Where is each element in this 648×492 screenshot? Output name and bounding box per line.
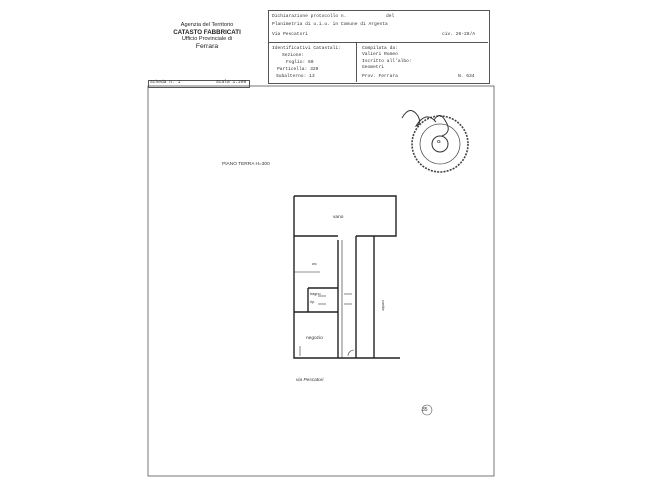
header-row3-left: Via Pescatori <box>272 32 308 37</box>
header-row3-right: civ. 26-28/A <box>442 32 476 37</box>
compiler: Valieri Romeo <box>362 52 398 57</box>
compilata: Compilata da: <box>362 46 398 51</box>
header-row1-left: Dichiarazione protocollo n. <box>272 14 347 19</box>
room-mid3: rip. <box>310 300 316 304</box>
street-label: via Pescatori <box>296 378 324 383</box>
page-number: 35 <box>422 407 428 413</box>
official-stamp-icon <box>402 110 468 172</box>
header-row2: Planimetria di u.i.u. in Comune di Argenta <box>272 22 388 27</box>
agency-line4: Ferrara <box>195 43 219 50</box>
subalterno: Subalterno: 13 <box>276 74 315 79</box>
scheda-scala: Scala 1:200 <box>216 80 247 85</box>
floor-title: PIANO TERRA H=300 <box>222 162 270 167</box>
particella: Particella: 320 <box>277 67 319 72</box>
header-row1-right: del <box>386 14 395 19</box>
room-top: vano <box>333 215 344 220</box>
agency-line1: Agenzia del Territorio <box>180 22 234 28</box>
room-mid2: bagno <box>310 292 321 296</box>
albo: Geometri <box>362 65 385 70</box>
room-mid1: wc <box>312 262 317 266</box>
numero: N. 634 <box>458 74 475 79</box>
foglio: Foglio: 60 <box>286 60 314 65</box>
iscritto: Iscritto all'albo: <box>362 59 412 64</box>
agency-line2: CATASTO FABBRICATI <box>173 29 241 36</box>
side-label: cortile <box>381 300 386 311</box>
id-label: Identificativi Catastali: <box>272 46 341 51</box>
stamp-center: G <box>437 140 441 145</box>
sezione: Sezione: <box>282 53 305 58</box>
agency-line3: Ufficio Provinciale di <box>181 36 233 42</box>
prov: Prov. Ferrara <box>362 74 398 79</box>
room-bottom: negozio <box>306 336 323 341</box>
scheda-label: Scheda n. 1 <box>150 80 181 85</box>
